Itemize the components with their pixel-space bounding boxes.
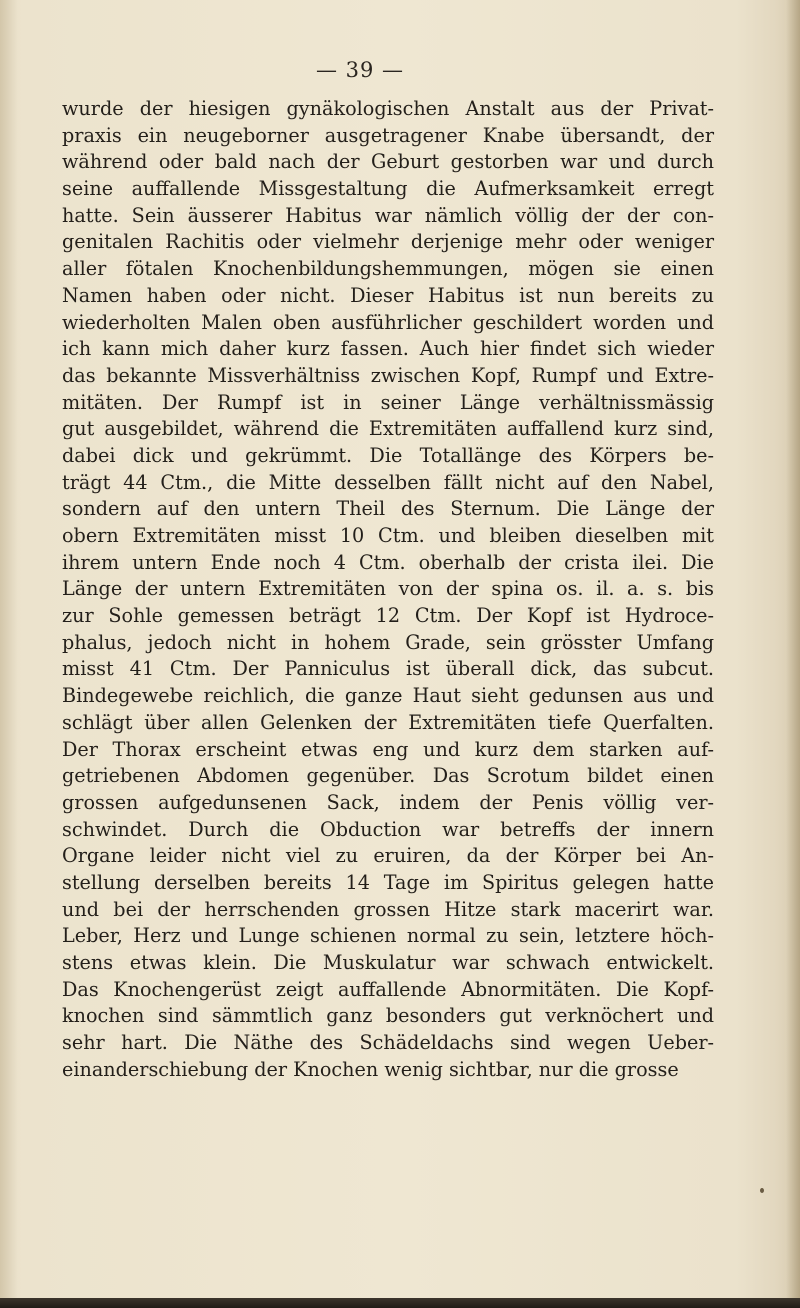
text-line: Bindegewebe reichlich, die ganze Haut sieht gedunsen aus und bbox=[62, 684, 714, 708]
text-line: aller fötalen Knochenbildungshemmungen, mögen sie einen bbox=[62, 257, 714, 281]
text-line: phalus, jedoch nicht in hohem Grade, sein grösster Umfang bbox=[62, 630, 714, 654]
text-line: grossen aufgedunsenen Sack, indem der Penis völlig ver- bbox=[62, 790, 714, 814]
text-line: stens etwas klein. Die Muskulatur war schwach entwickelt. bbox=[62, 951, 714, 974]
text-line: stellung derselben bereits 14 Tage im Spiritus gelegen hatte bbox=[62, 870, 714, 894]
text-line: Organe leider nicht viel zu eruiren, da der Körper bei An- bbox=[62, 844, 714, 868]
text-line: Länge der untern Extremitäten von der spina os. il. a. s. bis bbox=[62, 577, 714, 601]
text-line: schlägt über allen Gelenken der Extremitäten tiefe Querfalten. bbox=[62, 710, 714, 734]
text-line: ihrem untern Ende noch 4 Ctm. oberhalb der crista ilei. Die bbox=[62, 550, 714, 574]
text-line: genitalen Rachitis oder vielmehr derjenige mehr oder weniger bbox=[62, 230, 714, 254]
text-line: dabei dick und gekrümmt. Die Totallänge des Körpers be- bbox=[62, 443, 714, 467]
text-line: knochen sind sämmtlich ganz besonders gut verknöchert und bbox=[62, 1004, 714, 1028]
page-right-edge bbox=[786, 0, 800, 1308]
page-left-shadow bbox=[0, 0, 18, 1308]
text-line: sehr hart. Die Näthe des Schädeldachs sind wegen Ueber- bbox=[62, 1031, 714, 1055]
text-line: wurde der hiesigen gynäkologischen Anstalt aus der Privat- bbox=[62, 97, 714, 120]
text-line: Das Knochengerüst zeigt auffallende Abnormitäten. Die Kopf- bbox=[62, 977, 714, 1001]
text-line: obern Extremitäten misst 10 Ctm. und bleiben dieselben mit bbox=[62, 524, 714, 547]
text-line: mitäten. Der Rumpf ist in seiner Länge verhältnissmässig bbox=[62, 390, 714, 414]
text-line: seine auffallende Missgestaltung die Aufmerksamkeit erregt bbox=[62, 177, 714, 201]
text-line: misst 41 Ctm. Der Panniculus ist überall dick, das subcut. bbox=[62, 657, 714, 681]
text-line: Leber, Herz und Lunge schienen normal zu sein, letztere höch- bbox=[62, 924, 714, 948]
text-line: das bekannte Missverhältniss zwischen Kopf, Rumpf und Extre- bbox=[62, 363, 714, 387]
text-line: sondern auf den untern Theil des Sternum. Die Länge der bbox=[62, 497, 714, 521]
page-number: — 39 — bbox=[315, 58, 405, 82]
text-line: Namen haben oder nicht. Dieser Habitus ist nun bereits zu bbox=[62, 283, 714, 307]
ink-speck bbox=[760, 1188, 764, 1193]
text-line: schwindet. Durch die Obduction war betreffs der innern bbox=[62, 817, 714, 841]
text-line: zur Sohle gemessen beträgt 12 Ctm. Der Kopf ist Hydroce- bbox=[62, 604, 714, 628]
text-line: einanderschiebung der Knochen wenig sichtbar, nur die grosse bbox=[62, 1057, 679, 1081]
body-text bbox=[62, 96, 714, 1083]
text-line: Der Thorax erscheint etwas eng und kurz dem starken auf- bbox=[62, 737, 714, 761]
text-line: trägt 44 Ctm., die Mitte desselben fällt nicht auf den Nabel, bbox=[62, 470, 714, 494]
text-line: hatte. Sein äusserer Habitus war nämlich völlig der der con- bbox=[62, 203, 714, 227]
text-line: ich kann mich daher kurz fassen. Auch hier findet sich wieder bbox=[62, 337, 714, 361]
page-bottom-edge bbox=[0, 1298, 800, 1308]
text-line: wiederholten Malen oben ausführlicher geschildert worden und bbox=[62, 310, 714, 334]
text-line: und bei der herrschenden grossen Hitze stark macerirt war. bbox=[62, 897, 714, 921]
text-line: während oder bald nach der Geburt gestorben war und durch bbox=[62, 150, 714, 174]
text-line: getriebenen Abdomen gegenüber. Das Scrotum bildet einen bbox=[62, 764, 714, 788]
text-line: gut ausgebildet, während die Extremitäten auffallend kurz sind, bbox=[62, 417, 714, 441]
text-line: praxis ein neugeborner ausgetragener Knabe übersandt, der bbox=[62, 123, 714, 147]
